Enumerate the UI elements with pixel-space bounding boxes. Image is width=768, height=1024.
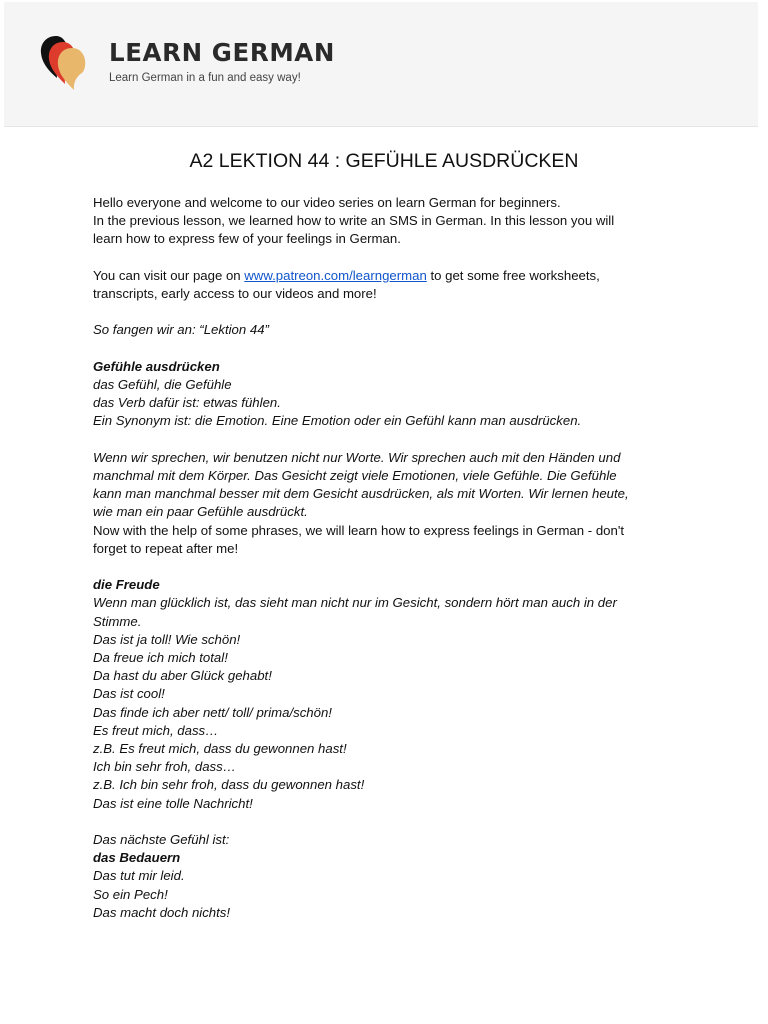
phrase-line: Das tut mir leid. — [93, 868, 185, 884]
phrase-line: So ein Pech! — [93, 886, 168, 902]
paragraph-line: manchmal mit dem Körper. Das Gesicht zeigt viele Emotionen, viele Gefühle. Die Gefühle — [93, 467, 617, 483]
intro-line: In the previous lesson, we learned how to write an SMS in German. In this lesson you will — [93, 213, 615, 229]
section-heading-freude: die Freude — [93, 577, 160, 593]
patreon-line: transcripts, early access to our videos and more! — [93, 286, 377, 301]
patreon-text-after: to get some free worksheets, — [426, 267, 600, 283]
phrase-line: Das finde ich aber nett/ toll/ prima/schön! — [93, 704, 332, 720]
brand-tagline: Learn German in a fun and easy way! — [109, 72, 301, 84]
paragraph-line: forget to repeat after me! — [93, 540, 239, 556]
section-heading-bedauern: das Bedauern — [93, 850, 181, 866]
paragraph-line: kann man manchmal besser mit dem Gesicht ausdrücken, als mit Worten. Wir lernen heute, — [93, 486, 629, 502]
section-line: Ein Synonym ist: die Emotion. Eine Emotion oder ein Gefühl kann man ausdrücken. — [93, 413, 582, 429]
next-feeling-intro: Das nächste Gefühl ist: — [93, 832, 230, 848]
phrase-line: Ich bin sehr froh, dass… — [93, 759, 236, 775]
phrase-line: Da hast du aber Glück gehabt! — [93, 668, 272, 684]
phrase-line: Es freut mich, dass… — [93, 722, 219, 738]
patreon-text-before: You can visit our page on — [93, 267, 245, 283]
paragraph-line: wie man ein paar Gefühle ausdrückt. — [93, 504, 308, 520]
intro-line: learn how to express few of your feelings in German. — [93, 231, 401, 247]
section-line: das Gefühl, die Gefühle — [93, 376, 232, 392]
section-heading-gefuehle: Gefühle ausdrücken — [93, 358, 220, 374]
section-line: das Verb dafür ist: etwas fühlen. — [93, 395, 281, 411]
phrase-line: Das ist cool! — [93, 686, 165, 702]
phrase-line: Wenn man glücklich ist, das sieht man nicht nur im Gesicht, sondern hört man auch in der — [93, 595, 617, 611]
phrase-line: z.B. Ich bin sehr froh, dass du gewonnen hast! — [93, 777, 365, 793]
phrase-line: Das ist ja toll! Wie schön! — [93, 631, 241, 647]
phrase-line: Stimme. — [93, 613, 142, 629]
phrase-line: Da freue ich mich total! — [93, 650, 228, 665]
phrase-line: z.B. Es freut mich, dass du gewonnen hast! — [93, 741, 347, 757]
brand-title: LEARN GERMAN — [109, 38, 335, 67]
patreon-paragraph — [93, 267, 683, 285]
document-body — [93, 194, 683, 922]
lesson-start-line: So fangen wir an: “Lektion 44” — [93, 322, 269, 338]
speech-bubbles-logo-icon — [40, 34, 90, 92]
phrase-line: Das ist eine tolle Nachricht! — [93, 795, 253, 811]
paragraph-line: Now with the help of some phrases, we will learn how to express feelings in German - don't — [93, 522, 625, 538]
page-title: A2 LEKTION 44 : GEFÜHLE AUSDRÜCKEN — [189, 150, 579, 172]
intro-line: Hello everyone and welcome to our video series on learn German for beginners. — [93, 195, 561, 210]
phrase-line: Das macht doch nichts! — [93, 904, 231, 920]
paragraph-line: Wenn wir sprechen, wir benutzen nicht nur Worte. Wir sprechen auch mit den Händen und — [93, 449, 621, 465]
patreon-link[interactable]: www.patreon.com/learngerman — [244, 267, 427, 283]
page-header — [4, 2, 758, 127]
